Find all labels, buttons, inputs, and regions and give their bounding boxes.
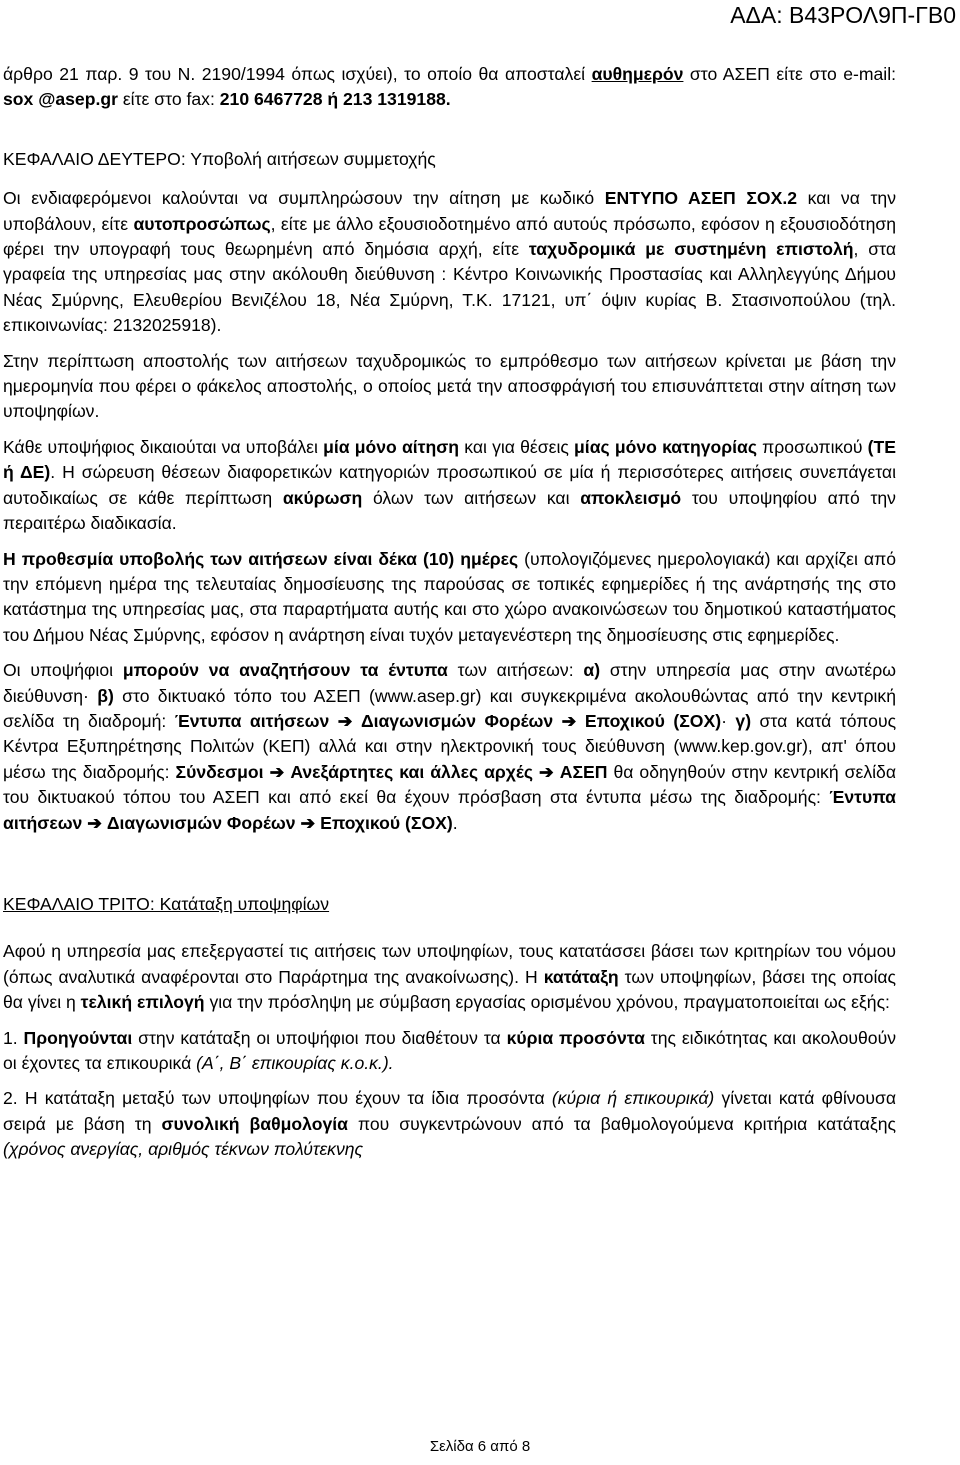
arrow-right-icon: ➔ xyxy=(87,812,102,833)
arrow-right-icon: ➔ xyxy=(337,710,353,731)
ch2-paragraph-1: Οι ενδιαφερόμενοι καλούνται να συμπληρώσουν την αίτηση με κωδικό ΕΝΤΥΠΟ ΑΣΕΠ ΣΟΧ.2 και να την υποβάλουν, είτε αυτοπροσώπως, είτε με άλλο εξουσιοδοτημένο από αυτούς πρόσωπο, εφόσον η εξουσιοδότηση φέρει την υπογραφή τους θεωρημένη από δημόσια αρχή, είτε ταχυδρομικά με συστημένη επιστολή, στα γραφεία της υπηρεσίας μας στην ακόλουθη διεύθυνση : Κέντρο Κοινωνικής Προστασίας και Αλληλεγγύης Δήμου Νέας Σμύρνης, Ελευθερίου Βενιζέλου 18, Νέα Σμύρνη, Τ.Κ. 17121, υπ΄ όψιν κυρίας Β. Στασινοπούλου (τηλ. επικοινωνίας: 2132025918). xyxy=(3,188,897,336)
ch2-paragraph-4: Η προθεσμία υποβολής των αιτήσεων είναι δέκα (10) ημέρες (υπολογιζόμενες ημερολογιακά) και αρχίζει από την επόμενη ημέρα της τελευταίας δημοσίευσης της παρούσας σε τοπικές εφημερίδες ή της ανάρτησής της στο κατάστημα της υπηρεσίας μας, στα παραρτήματα αυτής και στο χώρο ανακοινώσεων του δημοτικού καταστήματος του Δήμου Νέας Σμύρνης, εφόσον η ανάρτηση είναι τυχόν μεταγενέστερη της δημοσίευσης στις εφημερίδες. xyxy=(3,548,897,645)
arrow-right-icon: ➔ xyxy=(539,761,554,782)
top-paragraph: άρθρο 21 παρ. 9 του Ν. 2190/1994 όπως ισχύει), το οποίο θα αποσταλεί αυθημερόν στο ΑΣΕΠ είτε στο e-mail: sox @asep.gr είτε στο fax: 210 6467728 ή 213 1319188. xyxy=(3,64,897,110)
chapter-2-title: ΚΕΦΑΛΑΙΟ ΔΕΥΤΕΡΟ: Υποβολή αιτήσεων συμμετοχής xyxy=(3,148,436,169)
email-address[interactable]: sox @asep.gr xyxy=(3,89,118,110)
arrow-right-icon: ➔ xyxy=(300,812,316,833)
ch2-paragraph-5: Οι υποψήφιοι μπορούν να αναζητήσουν τα έντυπα των αιτήσεων: α) στην υπηρεσία μας στην ανωτέρω διεύθυνση· β) στο δικτυακό τόπο του ΑΣΕΠ (www.asep.gr) και συγκεκριμένα ακολουθώντας από την κεντρική σελίδα τη διαδρομή: Έντυπα αιτήσεων ➔ Διαγωνισμών Φορέων ➔ Εποχικού (ΣΟΧ)· γ) στα κατά τόπους Κέντρα Εξυπηρέτησης Πολιτών (ΚΕΠ) αλλά και στην ηλεκτρονική τους διεύθυνση (www.kep.gov.gr), απ' όπου μέσω της διαδρομής: Σύνδεσμοι ➔ Ανεξάρτητες και άλλες αρχές ➔ ΑΣΕΠ θα οδηγηθούν στην κεντρική σελίδα του δικτυακού τόπου του ΑΣΕΠ και από εκεί θα έχουν πρόσβαση στα έντυπα μέσω της διαδρομής: Έντυπα αιτήσεων ➔ Διαγωνισμών Φορέων ➔ Εποχικού (ΣΟΧ). xyxy=(3,660,897,833)
ada-code: ΑΔΑ: Β43ΡΟΛ9Π-ΓΒ0 xyxy=(730,2,956,28)
arrow-right-icon: ➔ xyxy=(561,710,577,731)
fax-numbers: 210 6467728 ή 213 1319188. xyxy=(219,89,451,110)
page-number: Σελίδα 6 από 8 xyxy=(429,1438,531,1455)
arrow-right-icon: ➔ xyxy=(269,761,285,782)
ch3-item-2: 2. Η κατάταξη μεταξύ των υποψηφίων που έχουν τα ίδια προσόντα (κύρια ή επικουρικά) γίνεται κατά φθίνουσα σειρά με βάση τη συνολική βαθμολογία που συγκεντρώνουν από τα βαθμολογούμενα κριτήρια κατάταξης (χρόνος ανεργίας, αριθμός τέκνων πολύτεκνης xyxy=(3,1088,896,1160)
ch3-item-1: 1. Προηγούνται στην κατάταξη οι υποψήφιοι που διαθέτουν τα κύρια προσόντα της ειδικότητας και ακολουθούν οι έχοντες τα επικουρικά (Α΄, Β΄ επικουρίας κ.ο.κ.). xyxy=(3,1027,896,1073)
ch3-paragraph-1: Αφού η υπηρεσία μας επεξεργαστεί τις αιτήσεις των υποψηφίων, τους κατατάσσει βάσει των κριτηρίων του νόμου (όπως αναλυτικά αναφέρονται στο Παράρτημα της ανακοίνωσης). Η κατάταξη των υποψηφίων, βάσει της οποίας θα γίνει η τελική επιλογή για την πρόσληψη με σύμβαση εργασίας ορισμένου χρόνου, πραγματοποιείται ως εξής: xyxy=(3,941,897,1013)
ch2-paragraph-3: Κάθε υποψήφιος δικαιούται να υποβάλει μία μόνο αίτηση και για θέσεις μίας μόνο κατηγορίας προσωπικού (ΤΕ ή ΔΕ). Η σώρευση θέσεων διαφορετικών κατηγοριών προσωπικού σε μία ή περισσότερες αιτήσεις συνεπάγεται αυτοδικαίως σε κάθε περίπτωση ακύρωση όλων των αιτήσεων και αποκλεισμό του υποψηφίου από την περαιτέρω διαδικασία. xyxy=(3,436,897,534)
ch2-paragraph-2: Στην περίπτωση αποστολής των αιτήσεων ταχυδρομικώς το εμπρόθεσμο των αιτήσεων κρίνεται με βάση την ημερομηνία που φέρει ο φάκελος αποστολής, ο οποίος μετά την αποσφράγισή του επισυνάπτεται στην αίτηση των υποψηφίων. xyxy=(3,350,896,422)
document-body xyxy=(3,62,896,1163)
chapter-3-title: ΚΕΦΑΛΑΙΟ ΤΡΙΤΟ: Κατάταξη υποψηφίων xyxy=(3,893,330,914)
